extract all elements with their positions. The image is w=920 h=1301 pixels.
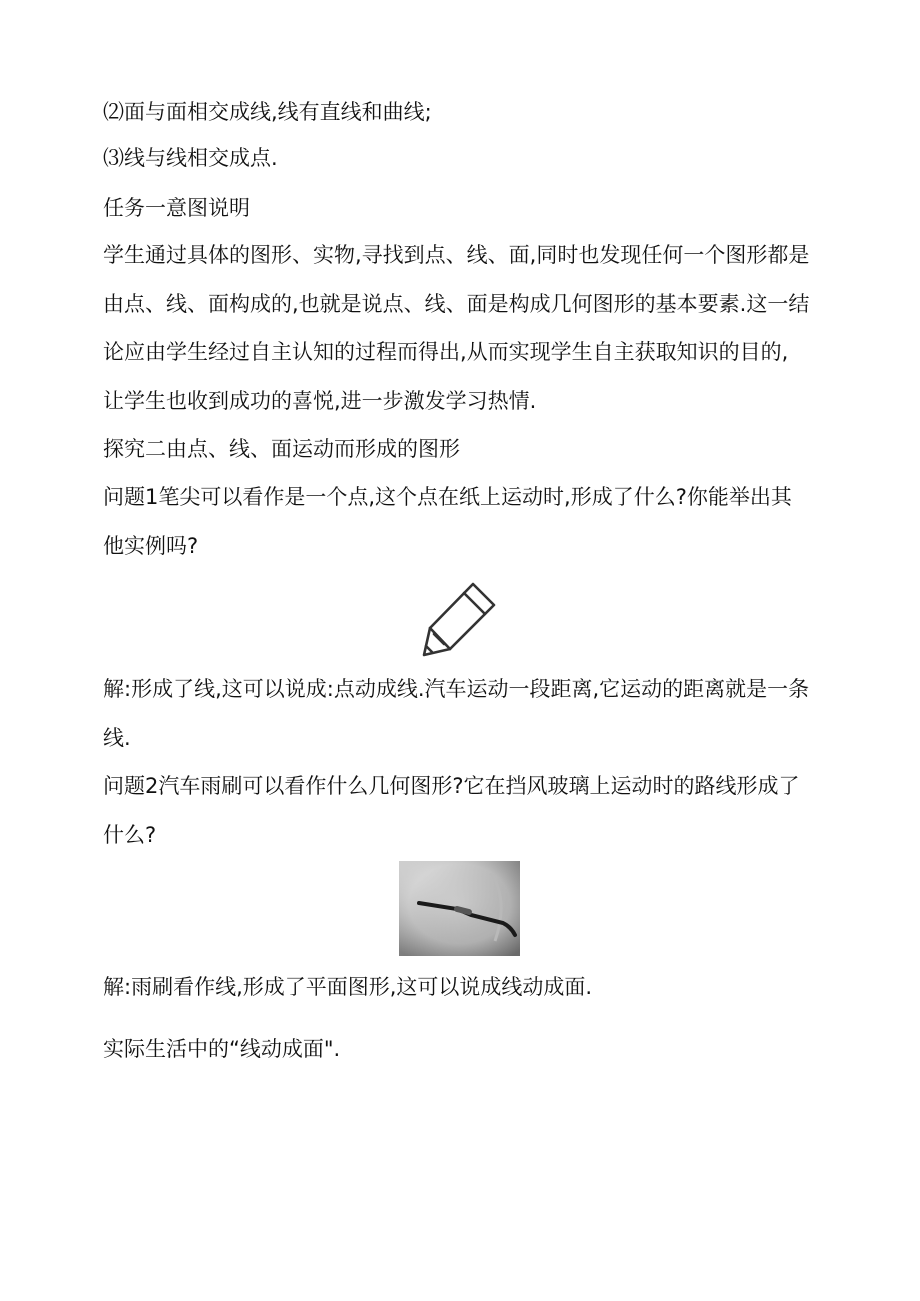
text-line-4: 学生通过具体的图形、实物,寻找到点、线、面,同时也发现任何一个图形都是 [103, 243, 810, 267]
text-line-1: ⑵面与面相交成线,线有直线和曲线; [103, 100, 432, 124]
wiper-photo [399, 861, 520, 956]
text-line-6: 论应由学生经过自主认知的过程而得出,从而实现学生自主获取知识的目的, [103, 340, 789, 364]
text-line-9: 问题1笔尖可以看作是一个点,这个点在纸上运动时,形成了什么?你能举出其 [103, 485, 792, 509]
text-line-13: 问题2汽车雨刷可以看作什么几何图形?它在挡风玻璃上运动时的路线形成了 [103, 774, 800, 798]
pencil-icon [418, 576, 502, 660]
text-line-10: 他实例吗? [103, 534, 199, 558]
text-line-2: ⑶线与线相交成点. [103, 146, 278, 170]
text-line-14: 什么? [103, 823, 157, 847]
text-line-8: 探究二由点、线、面运动而形成的图形 [103, 437, 460, 461]
text-line-15: 解:雨刷看作线,形成了平面图形,这可以说成线动成面. [103, 975, 593, 999]
text-line-5: 由点、线、面构成的,也就是说点、线、面是构成几何图形的基本要素.这一结 [103, 292, 810, 316]
text-line-7: 让学生也收到成功的喜悦,进一步激发学习热情. [103, 389, 537, 413]
text-line-16: 实际生活中的“线动成面". [103, 1037, 341, 1061]
text-line-3: 任务一意图说明 [103, 196, 250, 220]
text-line-11: 解:形成了线,这可以说成:点动成线.汽车运动一段距离,它运动的距离就是一条 [103, 677, 810, 701]
text-line-12: 线. [103, 726, 131, 750]
